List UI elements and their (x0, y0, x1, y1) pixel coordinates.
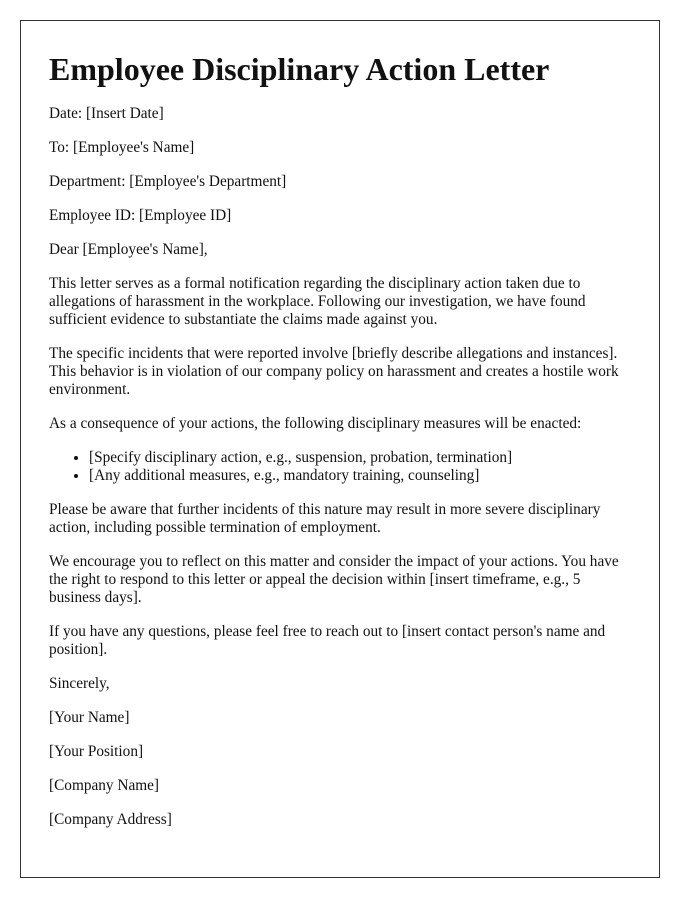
signature-company: [Company Name] (49, 777, 160, 794)
signature-position: [Your Position] (49, 743, 144, 760)
date-line: Date: [Insert Date] (49, 105, 164, 122)
body-paragraph-appeal: We encourage you to reflect on this matter and consider the impact of your actions. You have the right to respond to this letter or appeal the decision within [insert timeframe, e.g., 5 business days]. (49, 553, 619, 606)
body-paragraph-consequences: As a consequence of your actions, the following disciplinary measures will be enacted: (49, 415, 582, 432)
letter-title: Employee Disciplinary Action Letter (49, 51, 550, 87)
closing: Sincerely, (49, 675, 110, 692)
department-line: Department: [Employee's Department] (49, 173, 287, 190)
body-paragraph-notification: This letter serves as a formal notification regarding the disciplinary action taken due to allegations of harassment in the workplace. Following our investigation, we have found sufficient evidence to substantiate the claims made against you. (49, 275, 586, 328)
salutation: Dear [Employee's Name], (49, 241, 208, 258)
list-item: • [Specify disciplinary action, e.g., suspension, probation, termination] (89, 449, 631, 467)
signature-name: [Your Name] (49, 709, 130, 726)
list-item: • [Any additional measures, e.g., mandatory training, counseling] (89, 467, 631, 485)
signature-address: [Company Address] (49, 811, 172, 828)
employee-id-line: Employee ID: [Employee ID] (49, 207, 232, 224)
body-paragraph-contact: If you have any questions, please feel free to reach out to [insert contact person's name and position]. (49, 623, 606, 658)
letter-container (20, 20, 660, 878)
body-paragraph-incidents: The specific incidents that were reported involve [briefly describe allegations and instances]. This behavior is in violation of our company policy on harassment and creates a hostile work environment. (49, 345, 619, 398)
body-paragraph-warning: Please be aware that further incidents of this nature may result in more severe disciplinary action, including possible termination of employment. (49, 501, 601, 536)
recipient-line: To: [Employee's Name] (49, 139, 195, 156)
disciplinary-measures-list (49, 449, 631, 485)
